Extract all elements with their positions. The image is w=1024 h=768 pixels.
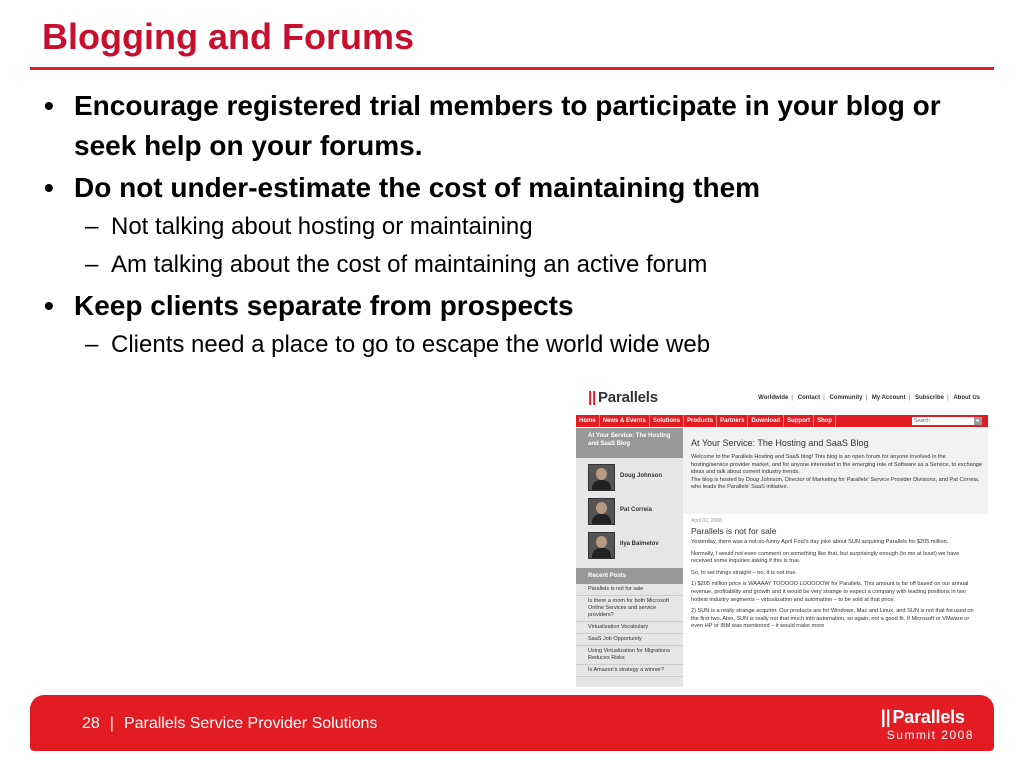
footer-logo: || Parallels Summit 2008 [880, 707, 974, 742]
slide-title: Blogging and Forums [42, 16, 414, 57]
post-paragraph: 2) SUN is a really strange acquirer. Our products are for Windows, Mac and Linux, and SUN is not that focused on the first two. Also, SUN is really not that much into automation, so again, not a good fit. If Microsoft or VMware or even HP or IBM was mentioned – it would make more [691, 608, 974, 630]
recent-post: Virtualization Vocabulary [576, 622, 683, 634]
parallels-bars-icon: || [880, 707, 891, 727]
author-photo [588, 498, 615, 525]
blog-intro: The blog is hosted by Doug Johnson, Director of Marketing for Parallels' Service Provider Divisions, and Pat Correia, who leads the Parallels' SaaS initiative. [691, 476, 980, 491]
footer-caption: Parallels Service Provider Solutions [123, 715, 378, 732]
footer-bar: 28 | Parallels Service Provider Solutions || Parallels Summit 2008 [30, 695, 994, 751]
recent-post: Parallels is not for sale [576, 584, 683, 596]
page-number: 28 [82, 715, 100, 732]
recent-posts-heading: Recent Posts [576, 568, 683, 584]
bullet-item: • Keep clients separate from prospects [44, 290, 574, 321]
nav-item: Home [576, 415, 600, 427]
author-name: Doug Johnson [620, 473, 662, 479]
recent-post: Is there a room for both Microsoft Online Services and service providers? [576, 596, 683, 622]
nav-item: Support [784, 415, 814, 427]
website-screenshot [576, 381, 988, 687]
sidebar-heading: At Your Service: The Hosting and SaaS Blog [576, 428, 683, 458]
blog-post [683, 514, 988, 687]
author-name: Pat Correia [620, 507, 653, 513]
utility-link: Subscribe [914, 395, 944, 401]
author-entry [576, 462, 683, 492]
nav-item: News & Events [600, 415, 650, 427]
author-entry [576, 530, 683, 560]
blog-title: At Your Service: The Hosting and SaaS Blog [691, 438, 869, 448]
site-sidebar [576, 428, 683, 687]
utility-link: Community [829, 395, 863, 401]
post-date: April 02, 2008 [691, 518, 722, 524]
post-paragraph: So, to set things straight – no, it is not true. [691, 569, 798, 576]
recent-post: Is Amazon's strategy a winner? [576, 665, 683, 677]
author-entry [576, 496, 683, 526]
sub-bullet-text: Clients need a place to go to escape the world wide web [111, 331, 711, 358]
recent-post: Using Virtualization for Migrations Reduces Risks [576, 646, 683, 665]
utility-link: My Account [871, 395, 906, 401]
sub-bullet-item: – Clients need a place to go to escape the world wide web [85, 331, 711, 358]
post-paragraph: 1) $205 million price is WAAAAY TOOOOO LOOOOOW for Parallels. This amount is far off based on our annual revenue, profitability and growth and it would be very strange to expect a company with leading positions in two hottest industry segments – virtualization and automation – to be sold at that price. [691, 581, 969, 603]
utility-link: Contact [797, 395, 821, 401]
sub-bullet-text: Am talking about the cost of maintaining an active forum [111, 251, 708, 278]
nav-item: Download [748, 415, 784, 427]
sub-bullet-item: – Am talking about the cost of maintaining an active forum [85, 251, 708, 278]
post-paragraph: Normally, I would not even comment on something like that, but surprisingly enough (to me at least) we have received some inquiries asking if this is true. [691, 550, 960, 565]
post-paragraph: Yesterday, there was a not-so-funny April Fool's day joke about SUN acquiring Parallels for $205 million. [691, 539, 949, 545]
bullet-text: Do not under-estimate the cost of maintaining them [74, 172, 761, 203]
nav-item: Products [684, 415, 717, 427]
bullet-item: • Do not under-estimate the cost of maintaining them [44, 172, 761, 203]
bullet-text: Encourage registered trial members to participate in your blog or seek help on your forums. [74, 90, 941, 161]
nav-item: Shop [814, 415, 836, 427]
site-nav-bar [576, 415, 988, 427]
recent-post: SaaS Job Opportunity [576, 634, 683, 646]
post-title: Parallels is not for sale [691, 526, 777, 536]
nav-item: Solutions [650, 415, 684, 427]
site-search-box: Search ▸ [912, 417, 982, 425]
utility-link: About Us [953, 395, 980, 401]
footer-logo-sub: Summit 2008 [886, 728, 974, 742]
author-name: Ilya Baimetov [620, 541, 659, 547]
author-photo [588, 532, 615, 559]
author-photo [588, 464, 615, 491]
bullet-item: • Encourage registered trial members to participate in your blog or seek help on your forums. [44, 90, 941, 161]
utility-links: Worldwide | Contact | Community | My Account | Subscribe | About Us [758, 395, 980, 401]
sub-bullet-item: – Not talking about hosting or maintaining [85, 213, 533, 240]
site-logo: || Parallels [588, 389, 658, 406]
nav-item: Partners [717, 415, 748, 427]
utility-link: Worldwide [758, 395, 789, 401]
sub-bullet-text: Not talking about hosting or maintaining [111, 213, 533, 240]
blog-intro: Welcome to the Parallels Hosting and SaaS blog! This blog is an open forum for anyone involved in the hosting/service provider market, and for anyone interested in the emerging role of Software as a Service, to exchange ideas and talk about current industry trends. [691, 454, 983, 476]
site-main [683, 428, 988, 687]
bullet-text: Keep clients separate from prospects [74, 290, 574, 321]
bullet-list [44, 86, 984, 366]
search-arrow-icon: ▸ [974, 417, 982, 425]
parallels-bars-icon: || [588, 389, 596, 406]
title-divider [30, 67, 994, 70]
